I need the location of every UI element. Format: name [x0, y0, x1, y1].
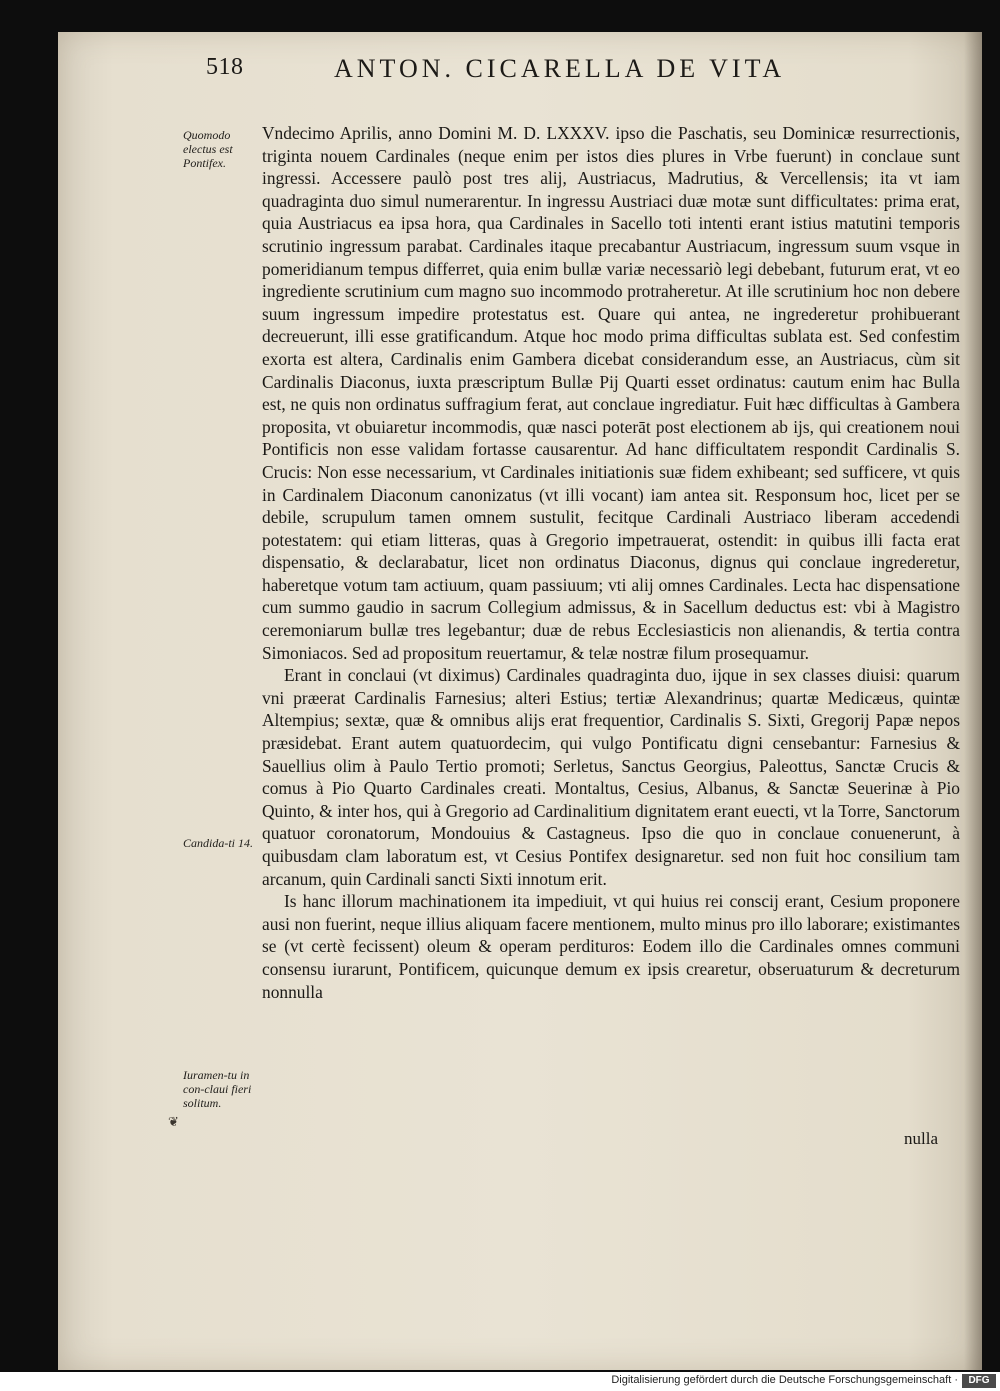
paragraph: Vndecimo Aprilis, anno Domini M. D. LXXXV. ipso die Paschatis, seu Dominicæ resurrectionis, triginta nouem Cardinales (neque enim per istos dies plures in Vrbe fuerunt) in conclaue sunt ingressi. Accessere paulò post tres alij, Austriacus, Madrutius, & Vercellensis; ita vt iam quadraginta duo simul numerarentur. In ingressu Austriaci duæ motæ sunt difficultates: prima erat, quia Austriacus ea ipsa hora, qua Cardinales in Sacello toti intenti erant istius matutini temporis scrutinio ingressum parabat. Cardinales itaque precabantur Austriacum, ingressum suum vsque in pomeridianum tempus differret, quia enim bullæ variæ necessariò legi debebant, futurum erat, vt eo ingrediente scrutinium cum magno suo incommodo protraheretur. At ille scrutinium hoc non debere suum ingressum impedire protestatus est. Quare qui antea, ne ingrederetur prohibuerant decreuerunt, illi esse gratificandum. Atque hoc modo prima difficultas sublata est. Sed confestim exorta est altera, Cardinalis enim Gambera dicebat considerandum esse, an Austriacus, cùm sit Cardinalis Diaconus, iuxta præscriptum Bullæ Pij Quarti esset ordinatus: cautum enim hac Bulla est, ne quis non ordinatus suffragium ferat, aut conclaue ingrediatur. Fuit hæc difficultas à Gambera proposita, vt obuiaretur incommodis, quæ nasci poterāt post electionem ab ijs, qui creationem noui Pontificis non esse validam fortasse causarentur. Ad hanc difficultatem respondit Cardinalis S. Crucis: Non esse necessarium, vt Cardinales initiationis suæ fidem exhibeant; sed sufficere, vt quis in Cardinalem Diaconum canonizatus (vt illi vocant) iam antea sit. Responsum hoc, licet per se debile, scrupulum tamen omnem sustulit, fecitque Cardinali Austriaco liberam accedendi potestatem: qui etiam litteras, quas à Gregorio impetrauerat, ostendit: in quibus illi facta erat dispensatio, & declarabatur, licet non ordinatus Diaconus, dignus qui conclaue ingrederetur, haberetque votum tam actiuum, quam passiuum; vti alij omnes Cardinales. Lecta hac dispensatione cum summo gaudio in sacrum Collegium admissus, & in Sacellum deductus est: vbi à Magistro ceremoniarum bullæ tres legebantur; duæ de rebus Ecclesiasticis non alienandis, & tertia contra Simoniacos. Sed ad propositum reuertamur, & telæ nostræ filum prosequamur. — [262, 123, 960, 663]
footer-bar — [0, 1372, 1000, 1391]
running-head — [206, 54, 836, 94]
paragraph: Erant in conclaui (vt diximus) Cardinales quadraginta duo, ijque in sex classes diuisi: quarum vni præerat Cardinalis Farnesius; alteri Estius; tertiæ Alexandrinus; quartæ Medicæus, quintæ Altempius; sextæ, quæ & omnibus alijs erat frequentior, Cardinalis S. Sixti, Gregorij Papæ nepos præsidebat. Erant autem quatuordecim, qui vulgo Pontificatu digni censebantur: Farnesius & Sauellius olim à Paulo Tertio promoti; Serletus, Sanctus Georgius, Paleottus, Sanctæ Crucis & comus à Pio Quarto Cardinales creati. Montaltus, Cesius, Albanus, & Sanctæ Seuerinæ à Pio Quinto, & inter hos, qui à Gregorio ad Cardinalitium dignitatem erant euecti, vt la Torre, Sanctorum quatuor coronatorum, Mondouius & Castagneus. Ipso die quo in conclaue conuenerunt, à quibusdam clam laboratum est, vt Cesius Pontifex designaretur. sed non fuit hoc consilium tam arcanum, quin Cardinali sancti Sixti innotum erit. — [262, 665, 960, 889]
margin-note-election: Quomodo electus est Pontifex. — [183, 128, 233, 170]
main-text — [262, 122, 960, 1003]
footer-credit: Digitalisierung gefördert durch die Deutsche Forschungsgemeinschaft · — [611, 1374, 958, 1386]
catchword: nulla — [904, 1129, 938, 1148]
paragraph: Is hanc illorum machinationem ita impediuit, vt qui huius rei conscij erant, Cesium proponere ausi non fuerint, neque illius aliquam facere mentionem, multo minus pro illo laborare; existimantes se (vt certè fecissent) oleum & operam perdituros: Eodem illo die Cardinales omnes communi consensu iurarunt, Pontificem, quicunque demum ex ipsis crearetur, obseruaturum & decreturum nonnulla — [262, 891, 960, 1002]
margin-note-oath: Iuramen-tu in con-claui fieri solitum. — [183, 1068, 252, 1110]
dfg-logo: DFG — [962, 1374, 996, 1388]
margin-mark-icon: ❦ — [168, 1114, 179, 1129]
running-title: ANTON. CICARELLA DE VITA — [334, 54, 786, 83]
page-number: 518 — [206, 54, 244, 80]
margin-note-candidates: Candida-ti 14. — [183, 836, 254, 850]
page-edge-shadow — [964, 32, 982, 1370]
